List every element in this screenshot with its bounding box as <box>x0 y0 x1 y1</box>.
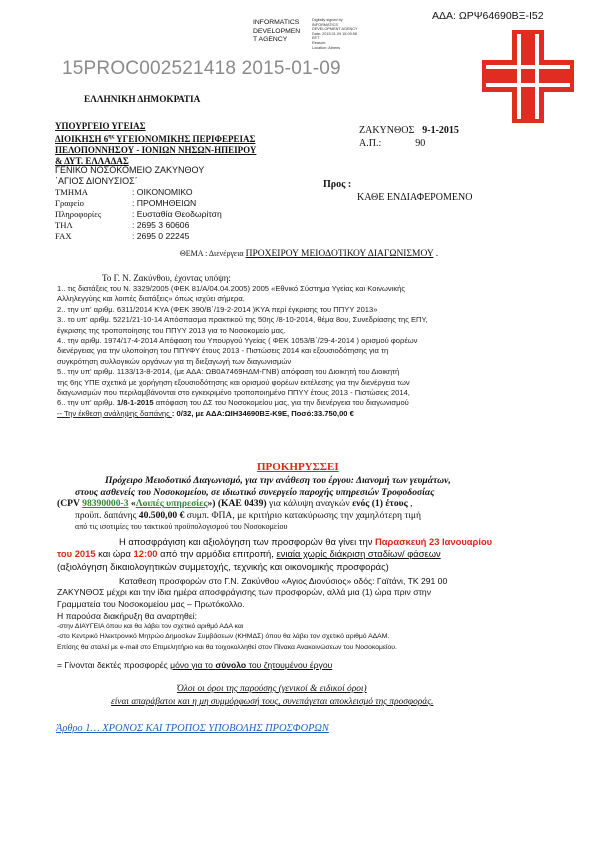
subject: ΘΕΜΑ : Διενέργεια ΠΡΟΧΕΙΡΟΥ ΜΕΙΟΔΟΤΙΚΟΥ ΔΙΑΓΩΝΙΣΜΟΥ . <box>180 249 439 259</box>
cross-logo-icon <box>482 30 574 123</box>
republic: ΕΛΛΗΝΙΚΗ ΔΗΜΟΚΡΑΤΙΑ <box>84 95 201 105</box>
announce-heading: ΠΡΟΚΗΡΥΣΣΕΙ <box>257 461 339 473</box>
recipient-value: ΚΑΘΕ ΕΝΔΙΑΦΕΡΟΜΕΝΟ <box>357 192 473 203</box>
terms-line-2: είναι απαράβατοι και η μη συμμόρφωσή τους, συνεπάγεται αποκλεισμό της προσφοράς. <box>111 697 434 707</box>
submission-details: Καταθεση προσφορών στο Γ.Ν. Ζακύνθου «Αγιος Διονύσιος» οδός: Γαϊτάνι, ΤΚ 291 00 ΖΑΚΥΝΘΟΣ μέχρι και την ίδια ημέρα αποσφράγισης των προσφορών, αλλά μια (1) ώρα πριν στην Γραμματεία του Νοσοκομείου μας – Πρωτόκολλο. <box>57 576 448 609</box>
agency-name: INFORMATICS DEVELOPMEN T AGENCY <box>253 19 301 43</box>
ada-code: ΑΔΑ: ΩΡΨ64690ΒΞ-Ι52 <box>432 10 544 22</box>
considerations-intro: Το Γ. Ν. Ζακύνθου, έχοντας υπόψη: <box>102 273 231 283</box>
contact-details: ΤΜΗΜΑ : ΟΙΚΟΝΟΜΙΚΟ Γραφείο : ΠΡΟΜΗΘΕΙΩΝ Πληροφορίες : Ευσταθία Θεοδωρίτση ΤΗΛ : 2695 3 60606 FAX : 2695 0 22245 <box>55 187 222 241</box>
publication-details: Η παρούσα διακήρυξη θα αναρτηθεί: -στην ΔΙΑΥΓΕΙΑ όπου και θα λάβει τον σχετικό αριθμό ΑΔΑ και -στο Κεντρικό Ηλεκτρονικό Μητρώο Δημοσίων Συμβάσεων (ΚΗΜΔΣ) όπου θα λάβει τον σχετικό αριθμό ΑΔΑΜ. Επίσης θα σταλεί με e-mail στο Επιμελητήριο και θα τοιχοκολληθεί στον Πίνακα Ανακοινώσεων του Νοσοκομείου. <box>57 611 397 651</box>
proc-number: 15PROC002521418 2015-01-09 <box>62 58 341 79</box>
hospital-block: ΓΕΝΙΚΟ ΝΟΣΟΚΟΜΕΙΟ ΖΑΚΥΝΘΟΥ ΄ΑΓΙΟΣ ΔΙΟΝΥΣΙΟΣ΄ <box>55 165 205 186</box>
considerations-list: 1.. τις διατάξεις του Ν. 3329/2005 (ΦΕΚ 81/Α/04.04.2005) 2005 «Εθνικό Σύστημα Υγείας και Κοινωνικής Αλληλεγγύης και λοιπές διατάξεις» όπως ισχύει σήμερα. 2.. την υπ' αριθμ. 6311/2014 ΚΥΑ (ΦΕΚ 390/Β΄/19-2-2014 )ΚΥΑ περί έγκρισης του ΠΠΥΥ 2013» 3.. το υπ' αριθμ. 5221/21-10-14 Απόσπασμα πρακτικού της 50ης /8-10-2014, θέμα 8ου, Συνεδρίασης της ΕΠΥ, έγκρισης της τροποποίησης του ΠΠΥΥ 2013 για το Νοσοκομείο μας. 4.. την αριθμ. 1974/17-4-2014 Απόφαση του Υπουργού Υγείας ( ΦΕΚ 1053/Β΄/29-4-2014 ) ορισμού φορέων διενέργειας για την υλοποίηση του ΠΠΥΦΥ έτους 2013 - Πιστώσεις 2014 και εξουσιοδότησης για τη συγκρότηση συλλογικών οργάνων για τη διεξαγωγή των διαγωνισμών 5.. την υπ' αριθμ. 1133/13-8-2014, (με ΑΔΑ: ΩΒ0Α7469ΗΔΜ-ΓΝΒ) απόφαση του Διοικητή του Διοικητή της 6ης ΥΠΕ σχετικά με χορήγηση εξουσιοδότησης και ορισμού φορέων εκτέλεσης για την διενέργεια των διαγωνισμών που περιλαμβάνονται στο εγκεκριμένο τροποποιημένο ΠΠΥΥ έτους 2013 - Πιστώσεις 2014, 6.. την υπ' αριθμ. 1/8-1-2015 απόφαση του ΔΣ του Νοσοκομείου μας, για την διενέργεια του διαγωνισμού -- Την έκθεση ανάληψης δαπάνης : 0/32, με ΑΔΑ:ΩΙΗ34690ΒΞ-Κ9Ε, Ποσό:33.750,00 € <box>57 284 428 418</box>
opening-details: Η αποσφράγιση και αξιολόγηση των προσφορών θα γίνει την Παρασκευή 23 Ιανουαρίου του 2015 και ώρα 12:00 από την αρμόδια επιτροπή, ενιαία χωρίς διάκριση σταδίων/ φάσεων (αξιολόγηση δικαιολογητικών συμμετοχής, τεχνικής και οικονομικής προσφοράς) <box>57 536 493 572</box>
date-line: ΖΑΚΥΝΘΟΣ 9-1-2015 <box>359 125 459 136</box>
terms-line-1: Όλοι οι όροι της παρούσης (γενικοί & ειδικοί όροι) <box>177 684 367 694</box>
offers-note: = Γίνονται δεκτές προσφορές μόνο για το σύνολο του ζητουμένου έργου <box>57 660 333 670</box>
protocol-number: Α.Π.: 90 <box>359 138 426 149</box>
recipient-label: Προς : <box>323 179 352 190</box>
ministry-block: ΥΠΟΥΡΓΕΙΟ ΥΓΕΙΑΣ ΔΙΟΙΚΗΣΗ $6^{\eta\varsigma}$ ΥΓΕΙΟΝΟΜΙΚΗΣ ΠΕΡΙΦΕΡΕΙΑΣ ΠΕΛΟΠΟΝΝΗΣΟΥ - ΙΟΝΙΩΝ ΝΗΣΩΝ-ΗΠΕΙΡΟΥ & ΔΥΤ. ΕΛΛΑΔΑΣ <box>55 121 257 166</box>
article-1-heading: Άρθρο 1… ΧΡΟΝΟΣ ΚΑΙ ΤΡΟΠΟΣ ΥΠΟΒΟΛΗΣ ΠΡΟΣΦΟΡΩΝ <box>56 723 329 734</box>
digital-signature: Digitally signed by INFORMATICS DEVELOPMENT AGENCY Date: 2015.01.09 15:09:58 EET Reason: Location: Athens <box>312 18 358 50</box>
tender-description: Πρόχειρο Μειοδοτικό Διαγωνισμό, για την ανάθεση του έργου: Διανομή των γευμάτων, στους ασθενείς του Νοσοκομείου, σε ιδιωτικό συνεργείο παροχής υπηρεσιών Τροφοδοσίας (CPV 98390000-3 «Λοιπές υπηρεσίες») (ΚΑΕ 0439) για κάλυψη αναγκών ενός (1) έτους , προϋπ. δαπάνης 40.500,00 € συμπ. ΦΠΑ, με κριτήριο κατακύρωσης την χαμηλότερη τιμή από τις ισοτιμίες του τακτικού προϋπολογισμού του Νοσοκομείου <box>57 475 451 532</box>
